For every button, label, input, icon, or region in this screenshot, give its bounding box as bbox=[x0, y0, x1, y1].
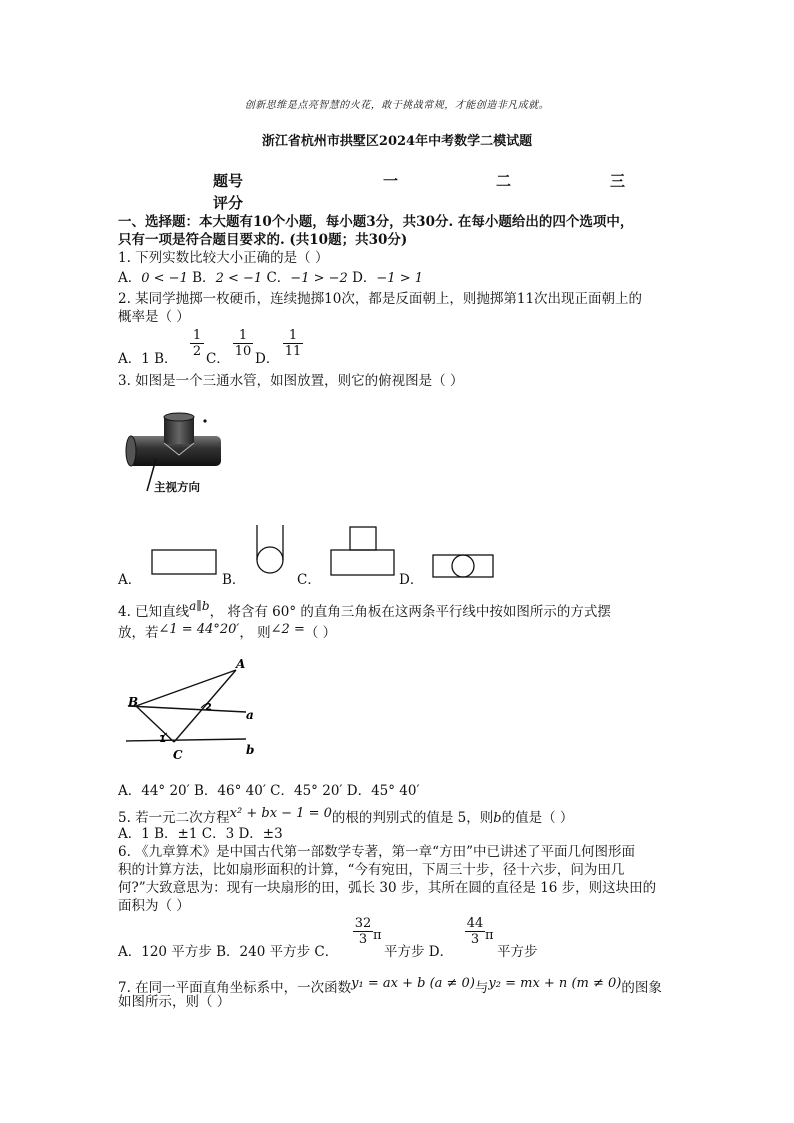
q4-stem-line1 bbox=[118, 597, 611, 621]
q7-stem-text3: 的图象 bbox=[621, 980, 662, 996]
q5-stem-text1: 5. 若一元二次方程 bbox=[118, 810, 230, 826]
q4-label-angle1: 1 bbox=[159, 734, 166, 745]
q2-b-numerator: 1 bbox=[190, 328, 204, 344]
q5-var-b: b bbox=[493, 811, 502, 826]
q3-label-a: A． bbox=[118, 572, 142, 588]
q6-line4: 面积为（ ） bbox=[118, 898, 190, 914]
page-title: 浙江省杭州市拱墅区2024年中考数学二模试题 bbox=[261, 134, 533, 149]
q6-line2: 积的计算方法，比如扇形面积的计算，“今有宛田，下周三十步，径十六步，问为田几 bbox=[118, 862, 625, 878]
q1-option-c: −1 > −2 bbox=[290, 271, 348, 286]
q6-unit-c: 平方步 D． bbox=[384, 944, 454, 960]
q7-function-y1: y₁ = ax + b (a ≠ 0) bbox=[351, 976, 475, 991]
q1-option-d: −1 > 1 bbox=[376, 271, 423, 286]
score-table-row2-label: 评分 bbox=[213, 194, 244, 212]
q1-option-a: 0 < −1 bbox=[141, 271, 188, 286]
q6-d-denominator: 3 bbox=[470, 932, 480, 947]
q1-label-d: D． bbox=[352, 270, 377, 286]
q3-stem: 3. 如图是一个三通水管，如图放置，则它的俯视图是（ ） bbox=[118, 373, 464, 389]
q6-line3: 何?”大致意思为：现有一块扇形的田，弧长 30 步，其所在圆的直径是 16 步，则这块田的 bbox=[118, 880, 657, 896]
q3-label-c: C． bbox=[297, 572, 321, 588]
q3-option-a-shape bbox=[150, 548, 220, 578]
q5-options: A．1 B．±1 C．3 D．±3 bbox=[118, 826, 283, 842]
q6-options-ab: A．120 平方步 B．240 平方步 C． bbox=[118, 944, 339, 960]
q2-b-denominator: 2 bbox=[192, 344, 202, 359]
header-motto: 创新思维是点亮智慧的火花，敢于挑战常规，才能创造非凡成就。 bbox=[244, 100, 550, 111]
section1-heading-line1: 一、选择题：本大题有10个小题，每小题3分，共30分. 在每小题给出的四个选项中， bbox=[118, 214, 634, 230]
q2-c-denominator: 10 bbox=[234, 344, 252, 359]
score-table-col-3: 三 bbox=[610, 172, 626, 190]
q4-label-A: A bbox=[236, 657, 246, 671]
q6-c-numerator: 32 bbox=[354, 916, 372, 931]
q2-stem-line2: 概率是（ ） bbox=[118, 309, 190, 325]
q3-label-d: D． bbox=[399, 572, 424, 588]
score-table-row1-label: 题号 bbox=[213, 172, 244, 190]
section1-heading-line2: 只有一项是符合题目要求的. (共10题；共30分) bbox=[118, 232, 408, 248]
q6-line1: 6. 《九章算术》是中国古代第一部数学专著，第一章“方田”中已讲述了平面几何图形面 bbox=[118, 844, 635, 860]
q2-d-denominator: 11 bbox=[284, 344, 302, 359]
q3-label-b: B． bbox=[222, 572, 246, 588]
q2-c-numerator: 1 bbox=[233, 328, 253, 344]
q4-options: A．44° 20′ B．46° 40′ C．45° 20′ D．45° 40′ bbox=[118, 783, 420, 799]
q2-option-b-fraction bbox=[190, 328, 204, 359]
score-table-col-1: 一 bbox=[383, 172, 399, 190]
q3-option-b-shape bbox=[254, 522, 288, 578]
q4-math-angle2: ∠2 = bbox=[270, 622, 305, 637]
q4-label-B: B bbox=[128, 695, 139, 709]
q6-d-numerator: 44 bbox=[466, 916, 484, 931]
q7-function-y2: y₂ = mx + n (m ≠ 0) bbox=[488, 976, 622, 991]
q4-stem-line2 bbox=[118, 621, 336, 642]
q6-option-c-fraction bbox=[353, 916, 373, 947]
q2-label-d: D． bbox=[255, 351, 280, 367]
q3-figure-label: 主视方向 bbox=[154, 480, 200, 494]
q6-option-d-fraction bbox=[465, 916, 485, 947]
q6-c-pi: π bbox=[373, 928, 382, 943]
q4-stem-text2: ， 将含有 60° 的直角三角板在这两条平行线中按如图所示的方式摆 bbox=[209, 604, 611, 620]
q1-label-b: B． bbox=[192, 270, 216, 286]
q5-equation: x² + bx − 1 = 0 bbox=[229, 806, 332, 821]
q4-triangle-figure bbox=[118, 657, 268, 770]
q2-label-c: C． bbox=[206, 351, 230, 367]
q3-option-d-shape bbox=[430, 552, 496, 580]
q4-math-parallel: a∥b bbox=[189, 599, 210, 613]
q7-stem-text2: 与 bbox=[474, 980, 489, 996]
q4-label-angle2: 2 bbox=[205, 702, 212, 713]
q2-option-c-fraction bbox=[233, 328, 253, 359]
q4-stem-text4: ， 则 bbox=[239, 625, 271, 641]
q5-stem-text2: 的根的判别式的值是 5，则 bbox=[331, 810, 494, 826]
q5-stem-text3: 的值是（ ） bbox=[501, 810, 574, 826]
q4-stem-text3: 放，若 bbox=[118, 625, 159, 641]
score-table-col-2: 二 bbox=[496, 172, 512, 190]
q4-stem-text1: 4. 已知直线 bbox=[118, 604, 190, 620]
q2-option-d-fraction bbox=[283, 328, 303, 359]
q4-math-angle1: ∠1 = 44°20′ bbox=[158, 622, 240, 637]
q2-d-numerator: 1 bbox=[283, 328, 303, 344]
q1-label-a: A． bbox=[118, 270, 142, 286]
q4-stem-text5: （ ） bbox=[304, 625, 337, 641]
q1-options bbox=[118, 269, 423, 288]
q4-label-C: C bbox=[173, 748, 183, 762]
q1-option-b: 2 < −1 bbox=[215, 271, 263, 286]
q4-label-a: a bbox=[246, 708, 254, 722]
q2-option-a: A．1 B． bbox=[118, 351, 178, 367]
q7-stem-line2: 如图所示，则（ ） bbox=[118, 994, 231, 1010]
q6-c-denominator: 3 bbox=[358, 932, 368, 947]
q7-stem-text1: 7. 在同一平面直角坐标系中，一次函数 bbox=[118, 980, 352, 996]
q4-label-b: b bbox=[246, 743, 255, 757]
q6-unit-d: 平方步 bbox=[497, 944, 538, 960]
q3-option-c-shape bbox=[328, 524, 398, 578]
q2-stem-line1: 2. 某同学抛掷一枚硬币，连续抛掷10次，都是反面朝上，则抛掷第11次出现正面朝上的 bbox=[118, 291, 643, 307]
q1-stem: 1. 下列实数比较大小正确的是（ ） bbox=[118, 250, 329, 266]
q6-d-pi: π bbox=[485, 928, 494, 943]
q1-label-c: C． bbox=[266, 270, 291, 286]
